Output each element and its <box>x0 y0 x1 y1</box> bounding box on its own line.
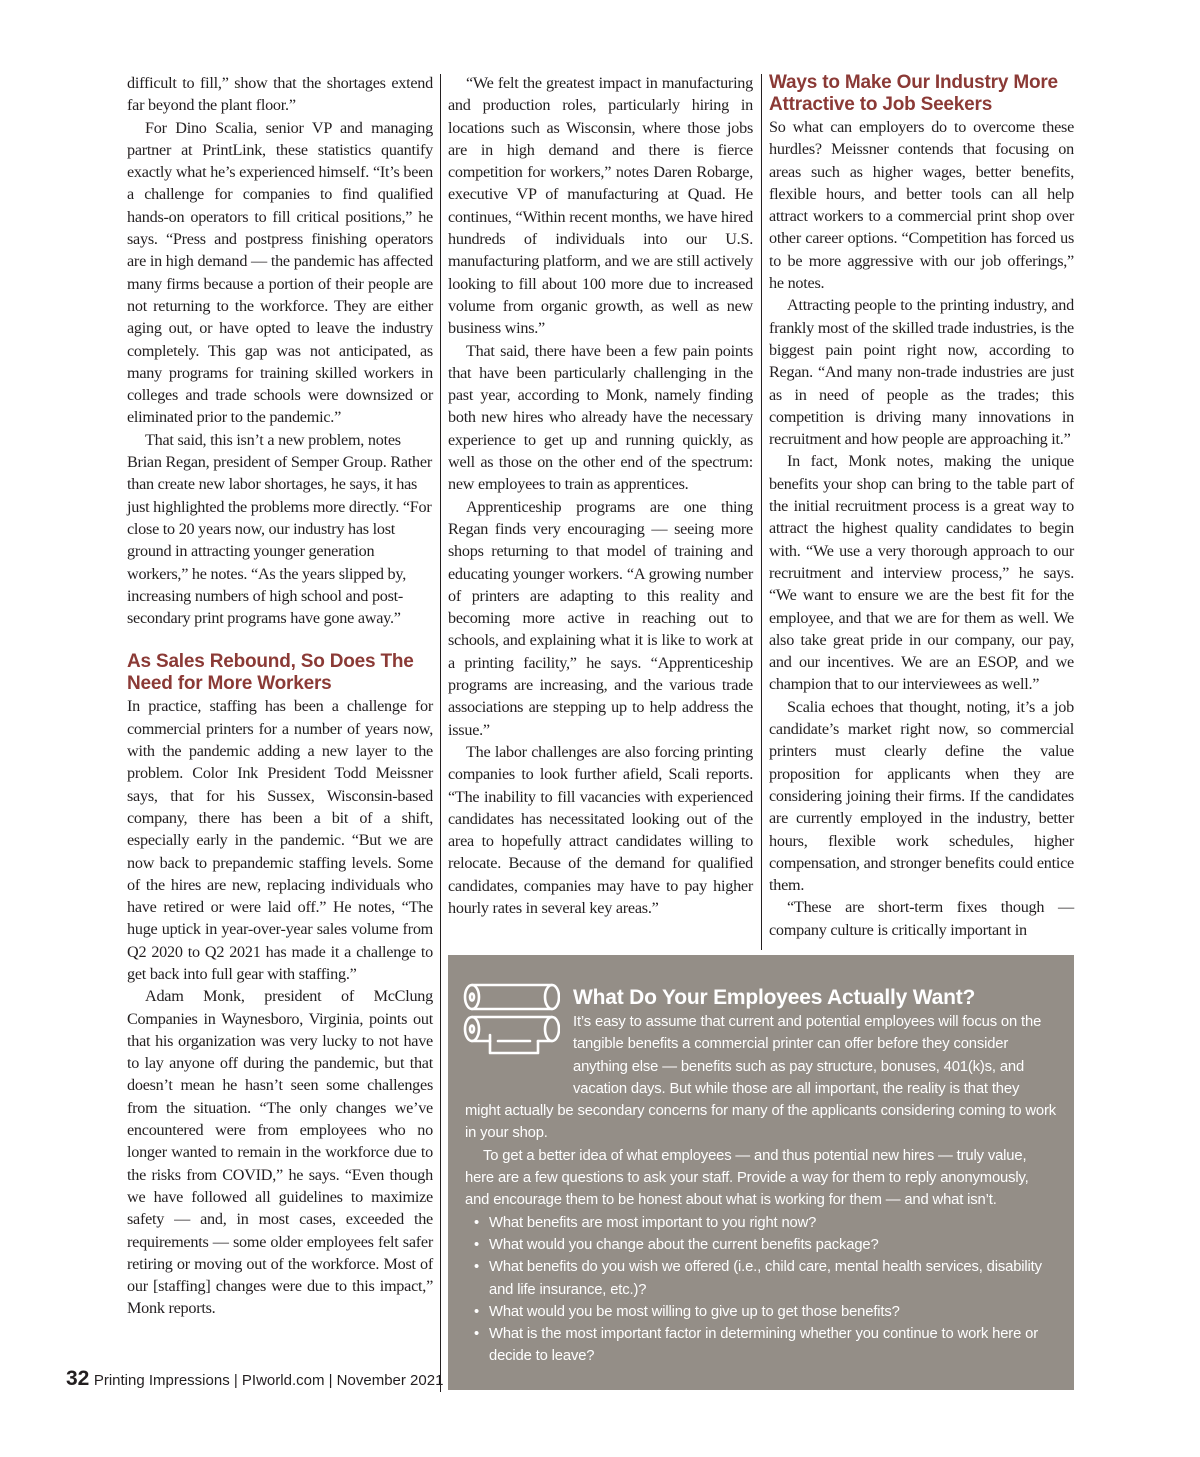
list-item: • What benefits do you wish we offered (i.e., child care, mental health services, disability and life insurance, etc.)? <box>472 1256 1056 1301</box>
sidebar-title: What Do Your Employees Actually Want? <box>573 986 976 1009</box>
paragraph: That said, there have been a few pain points that have been particularly challenging in the past year, according to Monk, namely finding both new hires who already have the necessary experience to get up and running quickly, as well as those on the other end of the spectrum: new employees to train as apprentices. <box>448 341 753 494</box>
sidebar-paragraph: To get a better idea of what employees — and thus potential new hires — truly value, here are a few questions to ask your staff. Provide a way for them to reply anonymously, and encourage them to be honest about what is working for them — and what isn’t. <box>465 1147 1029 1209</box>
publication-info: Printing Impressions | PIworld.com | November 2021 <box>93 1372 444 1389</box>
sidebar-intro: It’s easy to assume that current and potential employees will focus on the tangible benefits a commercial printer can offer before they consider anything else — benefits such as pay structure, bonuses, 401(k)s, and vacation days. But while those are all important, the reality is that they might actually be secondary concerns for many of the applicants considering coming to work in your shop. <box>465 1014 1057 1142</box>
list-item: • What would you change about the current benefits package? <box>472 1234 1056 1256</box>
paragraph: “We felt the greatest impact in manufacturing and production roles, particularly hiring in locations such as Wisconsin, where those jobs are in high demand and there is fierce competition for workers,” notes Daren Robarge, executive VP of manufacturing at Quad. He continues, “Within recent months, we have hired hundreds of individuals into our U.S. manufacturing platform, and we are still actively looking to fill about 100 more due to increased volume from organic growth, as well as new business wins.” <box>448 74 753 338</box>
list-item: • What would you be most willing to give up to get those benefits? <box>472 1301 1056 1323</box>
paragraph: So what can employers do to overcome these hurdles? Meissner contends that focusing on areas such as higher wages, better benefits, flexible hours, and better tools can all help attract workers to a commercial print shop over other career options. “Competition has forced us to be more aggressive with our job offerings,” he notes. <box>769 118 1074 293</box>
paragraph: Scalia echoes that thought, noting, it’s a job candidate’s market right now, so commercial printers must clearly define the value proposition for applicants when they are considering joining their firms. If the candidates are currently employed in the industry, better hours, flexible work schedules, higher compensation, and stronger benefits could entice them. <box>769 697 1074 895</box>
section-heading: As Sales Rebound, So Does The Need for More Workers <box>127 651 414 695</box>
paragraph: Adam Monk, president of McClung Companies in Waynesboro, Virginia, points out that his organization was very lucky to not have to lay anyone off during the pandemic, but that doesn’t mean he hasn’t seen some challenges from the situation. “The only changes we’ve encountered were from employees who no longer wanted to remain in the workforce due to the risks from COVID,” he says. “Even though we have followed all guidelines to maximize safety — and, in most cases, exceeded the requirements — some older employees felt safer retiring or moving out of the workforce. Most of our [staffing] changes were due to this impact,” Monk reports. <box>127 987 433 1318</box>
paragraph: In practice, staffing has been a challenge for commercial printers for a number of years now, with the pandemic adding a new layer to the problem. Color Ink President Todd Meissner says, that for his Sussex, Wisconsin-based company, there has been a bit of a shift, especially early in the pandemic. “But we are now back to prepandemic staffing levels. Some of the hires are new, replacing individuals who have retired or were laid off.” He notes, “The huge uptick in year-over-year sales volume from Q2 2020 to Q2 2021 has made it a challenge to get back into full gear with staffing.” <box>127 697 433 983</box>
paragraph: For Dino Scalia, senior VP and managing partner at PrintLink, these statistics quantify exactly what he’s experienced himself. “It’s been a challenge for companies to find qualified hands-on operators to fill critical positions,” he says. “Press and postpress finishing operators are in high demand — the pandemic has affected many firms because a portion of their people are not returning to the workforce. They are either aging out, or have opted to leave the industry completely. This gap was not anticipated, as many programs for training skilled workers in colleges and trade schools were downsized or eliminated prior to the pandemic.” <box>127 118 433 427</box>
question-list <box>465 1212 1056 1368</box>
article-column-2 <box>448 72 753 919</box>
paper-rolls-icon <box>460 983 560 1055</box>
paragraph: “These are short-term fixes though — company culture is critically important in <box>769 898 1074 939</box>
paragraph: The labor challenges are also forcing printing companies to look further afield, Scali reports. “The inability to fill vacancies with experienced candidates has necessitated looking out of the area to hopefully attract candidates willing to relocate. Because of the demand for qualified candidates, companies may have to pay higher hourly rates in several key areas.” <box>448 742 753 917</box>
list-item: • What is the most important factor in determining whether you continue to work here or decide to leave? <box>472 1323 1056 1368</box>
list-item: • What benefits are most important to you right now? <box>472 1212 1056 1234</box>
paragraph: difficult to fill,” show that the shortages extend far beyond the plant floor.” <box>127 74 433 115</box>
paragraph: In fact, Monk notes, making the unique benefits your shop can bring to the table part of the initial recruitment process is a great way to attract the highest quality candidates to begin with. “We use a very thorough approach to our recruitment and interview process,” he says. “We want to ensure we are the best fit for the employee, and that we are for them as well. We also take great pride in our company, our pay, and our incentives. We are an ESOP, and we champion that to our interviewees as well.” <box>769 452 1074 694</box>
page-footer <box>66 1367 443 1391</box>
paragraph: Apprenticeship programs are one thing Regan finds very encouraging — seeing more shops returning to that model of training and educating younger workers. “A growing number of printers are adapting to this reality and becoming more active in reaching out to schools, and explaining what it is like to work at a printing facility,” he says. “Apprenticeship programs are increasing, and the various trade associations are stepping up to help address the issue.” <box>448 497 753 739</box>
sidebar-box <box>448 955 1074 1390</box>
page-number: 32 <box>66 1367 90 1390</box>
section-heading: Ways to Make Our Industry More Attractive to Job Seekers <box>769 72 1058 115</box>
paragraph: That said, this isn’t a new problem, notes Brian Regan, president of Semper Group. Rather than create new labor shortages, he says, it has just highlighted the problems more directly. “For close to 20 years now, our industry has lost ground in attracting younger generation workers,” he notes. “As the years slipped by, increasing numbers of high school and post-secondary print programs have gone away.” <box>127 430 432 628</box>
article-column-3 <box>769 72 1074 941</box>
column-divider <box>440 74 441 1392</box>
article-column-1 <box>127 72 433 1320</box>
column-divider <box>761 74 762 950</box>
paragraph: Attracting people to the printing industry, and frankly most of the skilled trade industries, is the biggest pain point right now, according to Regan. “And many non-trade industries are just as in need of people as the trades; this competition is driving many innovations in recruitment and how people are approaching it.” <box>769 296 1074 449</box>
